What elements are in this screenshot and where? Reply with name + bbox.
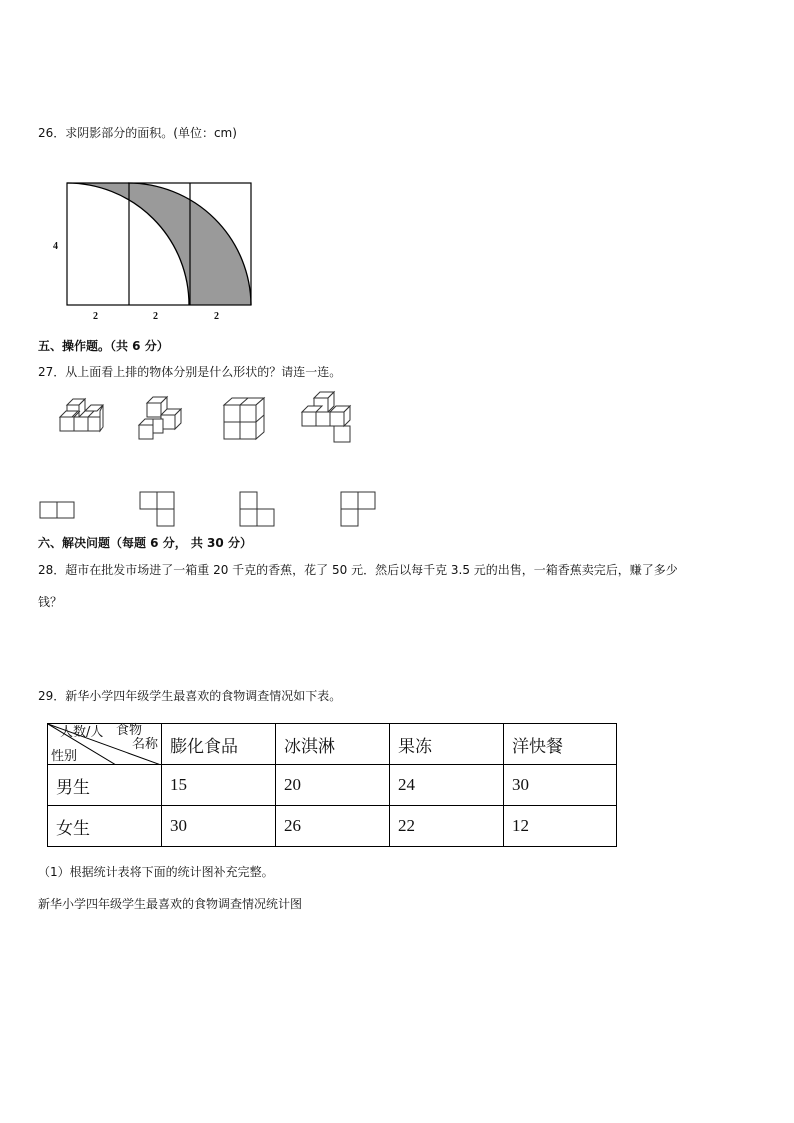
cube-figure-3 [220,395,270,445]
table-cell: 30 [162,806,276,847]
survey-table [47,723,617,847]
table-row [48,806,617,847]
width-label-3: 2 [214,311,219,322]
table-cell: 30 [504,765,617,806]
row-label: 女生 [48,806,162,847]
corner-label-food: 食物 [116,723,143,738]
table-cell: 12 [504,806,617,847]
cube-figure-2 [135,393,190,448]
cube-figure-1 [55,395,105,445]
corner-label-gender: 性别 [51,749,78,764]
shaded-region [67,183,251,305]
table-cell: 20 [276,765,390,806]
width-label-1: 2 [93,311,98,322]
top-view-3 [238,490,278,530]
top-view-1 [38,498,78,522]
table-header-row [48,724,617,765]
q26-figure [46,176,266,326]
column-header: 冰淇淋 [276,724,390,765]
table-row [48,765,617,806]
column-header: 膨化食品 [162,724,276,765]
q27-text: 27．从上面看上排的物体分别是什么形状的？请连一连。 [38,365,342,379]
table-cell: 26 [276,806,390,847]
section6-title: 六、解决问题（每题 6 分， 共 30 分） [38,536,252,550]
column-header: 洋快餐 [504,724,617,765]
q29-text: 29．新华小学四年级学生最喜欢的食物调查情况如下表。 [38,689,342,703]
top-view-2 [138,490,178,530]
column-header: 果冻 [390,724,504,765]
corner-label-name: 名称 [132,737,159,752]
table-corner-cell [48,724,162,765]
height-label: 4 [53,241,58,252]
cube-figure-4 [300,388,355,446]
table-cell: 24 [390,765,504,806]
table-cell: 15 [162,765,276,806]
q28-line1: 28．超市在批发市场进了一箱重 20 千克的香蕉，花了 50 元．然后以每千克 3.5 元的出售，一箱香蕉卖完后，赚了多少 [38,563,678,577]
shaded-area-diagram [46,176,266,326]
q29-sub1: （1）根据统计表将下面的统计图补充完整。 [38,865,274,879]
width-label-2: 2 [153,311,158,322]
corner-label-count: 人数/人 [60,725,104,740]
table-cell: 22 [390,806,504,847]
row-label: 男生 [48,765,162,806]
q26-text: 26．求阴影部分的面积。(单位：cm) [38,126,237,140]
top-view-4 [339,490,379,530]
section5-title: 五、操作题。（共 6 分） [38,339,169,353]
chart-title: 新华小学四年级学生最喜欢的食物调查情况统计图 [38,897,303,911]
q28-line2: 钱？ [38,595,63,609]
